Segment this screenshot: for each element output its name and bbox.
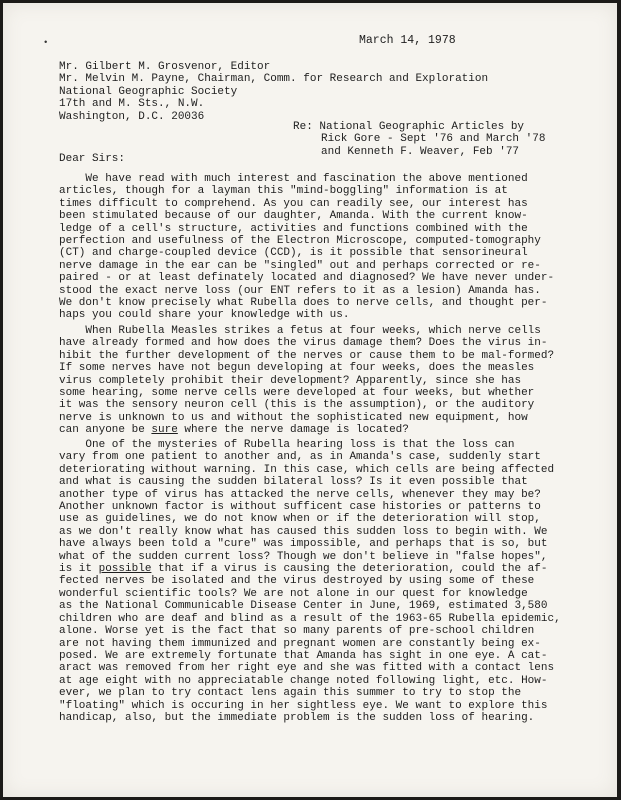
line-text: where the nerve damage is located? xyxy=(177,424,409,437)
line-text: can anyone be xyxy=(59,424,152,437)
text-line: articles, though for a layman this "mind-boggling" information is at xyxy=(59,185,508,198)
text-line: paired - or at least definately located and diagnosed? We have never under- xyxy=(59,272,555,285)
letter-date: March 14, 1978 xyxy=(359,34,456,47)
text-line: We have read with much interest and fascination the above mentioned xyxy=(59,173,528,185)
reference-line xyxy=(293,121,545,158)
underlined-word: possible xyxy=(98,563,152,576)
text-line: When Rubella Measles strikes a fetus at four weeks, which nerve cells xyxy=(59,325,541,337)
text-line: as we don't really know what has caused this sudden loss to begin with. We xyxy=(59,525,548,538)
text-line: If some nerves have not begun developing at four weeks, does the measles xyxy=(59,362,535,375)
text-line: some hearing, some nerve cells were developed at four weeks, but whether xyxy=(59,387,535,400)
paragraph-2 xyxy=(59,325,591,437)
text-line: stood the exact nerve loss (our ENT refers to it as a lesion) Amanda has. xyxy=(59,284,541,297)
re-line: Rick Gore - Sept '76 and March '78 xyxy=(321,133,546,146)
re-line: and Kenneth F. Weaver, Feb '77 xyxy=(321,145,520,158)
text-line: have already formed and how does the virus damage them? Does the virus in- xyxy=(59,337,548,350)
text-line: haps you could share your knowledge with us. xyxy=(59,309,350,322)
text-line: vary from one patient to another and, as in Amanda's case, suddenly start xyxy=(59,451,541,464)
text-line: nerve is unknown to us and without the sophisticated new equipment, how xyxy=(59,411,528,424)
text-line: wonderful scientific tools? We are not alone in our quest for knowledge xyxy=(59,587,528,600)
text-line: been stimulated because of our daughter, Amanda. With the current know- xyxy=(59,210,528,223)
text-line: another type of virus has attacked the nerve cells, whenever they may be? xyxy=(59,488,541,501)
paragraph-3 xyxy=(59,439,591,724)
text-line: (CT) and charge-coupled device (CCD), is it possible that sensorineural xyxy=(59,247,528,260)
text-line: and what is causing the sudden bilateral loss? Is it even possible that xyxy=(59,476,528,489)
inside-address xyxy=(59,61,488,123)
text-line: handicap, also, but the immediate problem is the sudden loss of hearing. xyxy=(59,711,535,724)
text-line: are not having them immunized and pregnant women are constantly being ex- xyxy=(59,637,541,650)
text-line: One of the mysteries of Rubella hearing loss is that the loss can xyxy=(59,439,515,451)
re-line: Re: National Geographic Articles by xyxy=(293,121,525,133)
text-line: children who are deaf and blind as a result of the 1963-65 Rubella epidemic, xyxy=(59,612,561,625)
letter-body xyxy=(3,3,617,797)
corner-mark: • xyxy=(43,38,49,48)
text-line: at age eight with no appreciatable change noted following light, etc. How- xyxy=(59,674,548,687)
text-line xyxy=(59,563,591,575)
text-line: times difficult to comprehend. As you can readily see, our interest has xyxy=(59,197,528,210)
address-line: 17th and M. Sts., N.W. xyxy=(59,98,205,111)
text-line: have always been told a "cure" was impossible, and perhaps that is so, but xyxy=(59,538,548,551)
text-line: what of the sudden current loss? Though we don't believe in "false hopes", xyxy=(59,550,548,563)
address-line: National Geographic Society xyxy=(59,85,238,98)
text-line: fected nerves be isolated and the virus destroyed by using some of these xyxy=(59,575,535,588)
text-line: We don't know precisely what Rubella does to nerve cells, and thought per- xyxy=(59,297,548,310)
paragraph-1 xyxy=(59,173,591,322)
address-line: Mr. Gilbert M. Grosvenor, Editor xyxy=(59,61,271,73)
line-text: that if a virus is causing the deterioration, could the af- xyxy=(151,563,548,576)
line-text: is it xyxy=(59,563,99,576)
text-line: as the National Communicable Disease Center in June, 1969, estimated 3,580 xyxy=(59,600,548,613)
address-line: Washington, D.C. 20036 xyxy=(59,110,205,123)
address-line: Mr. Melvin M. Payne, Chairman, Comm. for Research and Exploration xyxy=(59,73,489,86)
text-line: alone. Worse yet is the fact that so many parents of pre-school children xyxy=(59,625,535,638)
text-line: "floating" which is occuring in her sightless eye. We want to explore this xyxy=(59,699,548,712)
salutation: Dear Sirs: xyxy=(59,153,126,165)
text-line: ever, we plan to try contact lens again this summer to try to stop the xyxy=(59,687,522,700)
underlined-word: sure xyxy=(151,424,178,437)
text-line: nerve damage in the ear can be "singled" out and perhaps corrected or re- xyxy=(59,259,541,272)
text-line: Another unknown factor is without sufficent case histories or patterns to xyxy=(59,501,541,514)
text-line: it was the sensory neuron cell (this is the assumption), or the auditory xyxy=(59,399,535,412)
letter-page xyxy=(3,3,617,797)
text-line: posed. We are extremely fortunate that Amanda has sight in one eye. A cat- xyxy=(59,649,548,662)
text-line xyxy=(59,424,591,436)
text-line: perfection and usefulness of the Electron Microscope, computed-tomography xyxy=(59,235,541,248)
text-line: ledge of a cell's structure, activities and functions combined with the xyxy=(59,222,528,235)
text-line: use as guidelines, we do not know when or if the deterioration will stop, xyxy=(59,513,541,526)
text-line: virus completely prohibit their development? Apparently, since she has xyxy=(59,374,522,387)
text-line: aract was removed from her right eye and she was fitted with a contact lens xyxy=(59,662,555,675)
text-line: hibit the further development of the nerves or cause them to be mal-formed? xyxy=(59,349,555,362)
text-line: deteriorating without warning. In this case, which cells are being affected xyxy=(59,463,555,476)
